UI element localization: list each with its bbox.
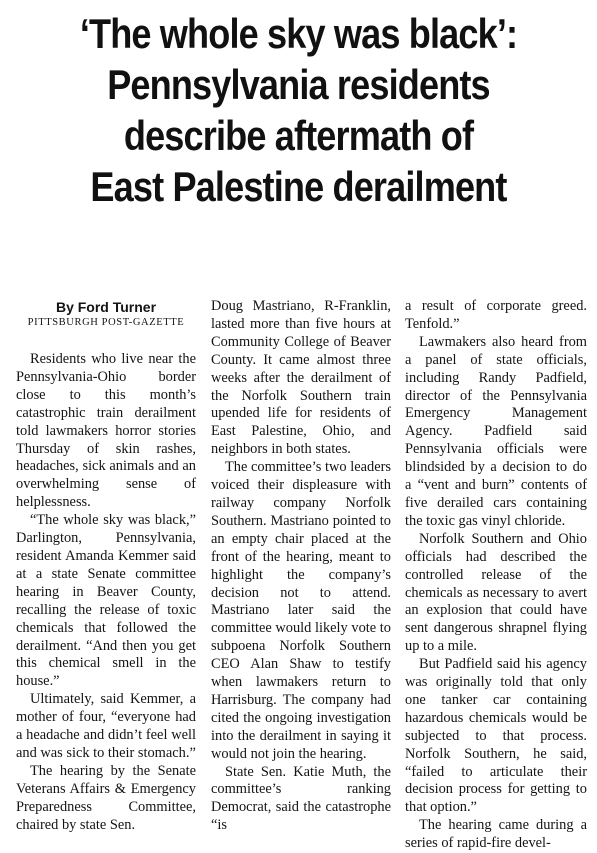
headline-line-3: describe aftermath of: [123, 112, 474, 159]
paragraph-continued: Doug Mastriano, R-Franklin, lasted more than five hours at Community College of Beaver County. It came almost three weeks after the derailment of the Norfolk Southern train upended life for residents of East Palestine, Ohio, and neighbors in both states.: [211, 298, 391, 458]
article-column-1: [16, 298, 196, 834]
paragraph: “The whole sky was black,” Darlington, Pennsylvania, resident Amanda Kemmer said at a state Senate committee hearing in Beaver County, recalling the release of toxic chemicals that followed the derailment. “And then you get this chemical smell in the house.”: [16, 512, 196, 690]
paragraph: The committee’s two leaders voiced their displeasure with railway company Norfolk Southern. Mastriano pointed to an empty chair placed at the front of the hearing, meant to highlight the company’s decision not to attend. Mastriano later said the committee would likely vote to subpoena Norfolk Southern CEO Alan Shaw to testify when lawmakers return to Harrisburg. The company had cited the ongoing investigation into the derailment in saying it would not join the hearing.: [211, 459, 391, 762]
headline-line-4: East Palestine derailment: [90, 163, 507, 210]
paragraph: State Sen. Katie Muth, the committee’s ranking Democrat, said the catastrophe “is: [211, 763, 391, 834]
paragraph-continued: a result of corporate greed. Tenfold.”: [405, 298, 587, 332]
headline-line-2: Pennsylvania residents: [107, 61, 490, 108]
paragraph: The hearing came during a series of rapid-fire devel-: [405, 817, 587, 852]
byline-source: PITTSBURGH POST-GAZETTE: [27, 317, 185, 328]
article-column-3: [405, 298, 587, 853]
paragraph: But Padfield said his agency was originally told that only one tanker car containing hazardous chemicals would be subjected to that process. Norfolk Southern, he said, “failed to articulate their decision process for getting to that option.”: [405, 656, 587, 816]
paragraph: Ultimately, said Kemmer, a mother of four, “everyone had a headache and didn’t feel well and was sick to their stomach.”: [16, 691, 196, 761]
headline: [42, 8, 555, 212]
paragraph: The hearing by the Senate Veterans Affairs & Emergency Preparedness Committee, chaired by state Sen.: [16, 762, 196, 833]
paragraph: Norfolk Southern and Ohio officials had described the controlled release of the chemicals as necessary to avert an explosion that could have sent dangerous shrapnel flying up to a mile.: [405, 530, 587, 655]
paragraph: Residents who live near the Pennsylvania-Ohio border close to this month’s catastrophic train derailment told lawmakers horror stories Thursday of skin rashes, headaches, sick animals and an overwhelming sense of helplessness.: [16, 351, 196, 511]
paragraph: Lawmakers also heard from a panel of state officials, including Randy Padfield, director of the Pennsylvania Emergency Management Agency. Padfield said Pennsylvania officials were blindsided by a decision to do a “vent and burn” contents of five derailed cars containing the toxic gas vinyl chloride.: [405, 333, 587, 529]
article-column-2: [211, 298, 391, 835]
byline-author: By Ford Turner: [55, 299, 157, 315]
headline-line-1: ‘The whole sky was black’:: [79, 10, 518, 57]
